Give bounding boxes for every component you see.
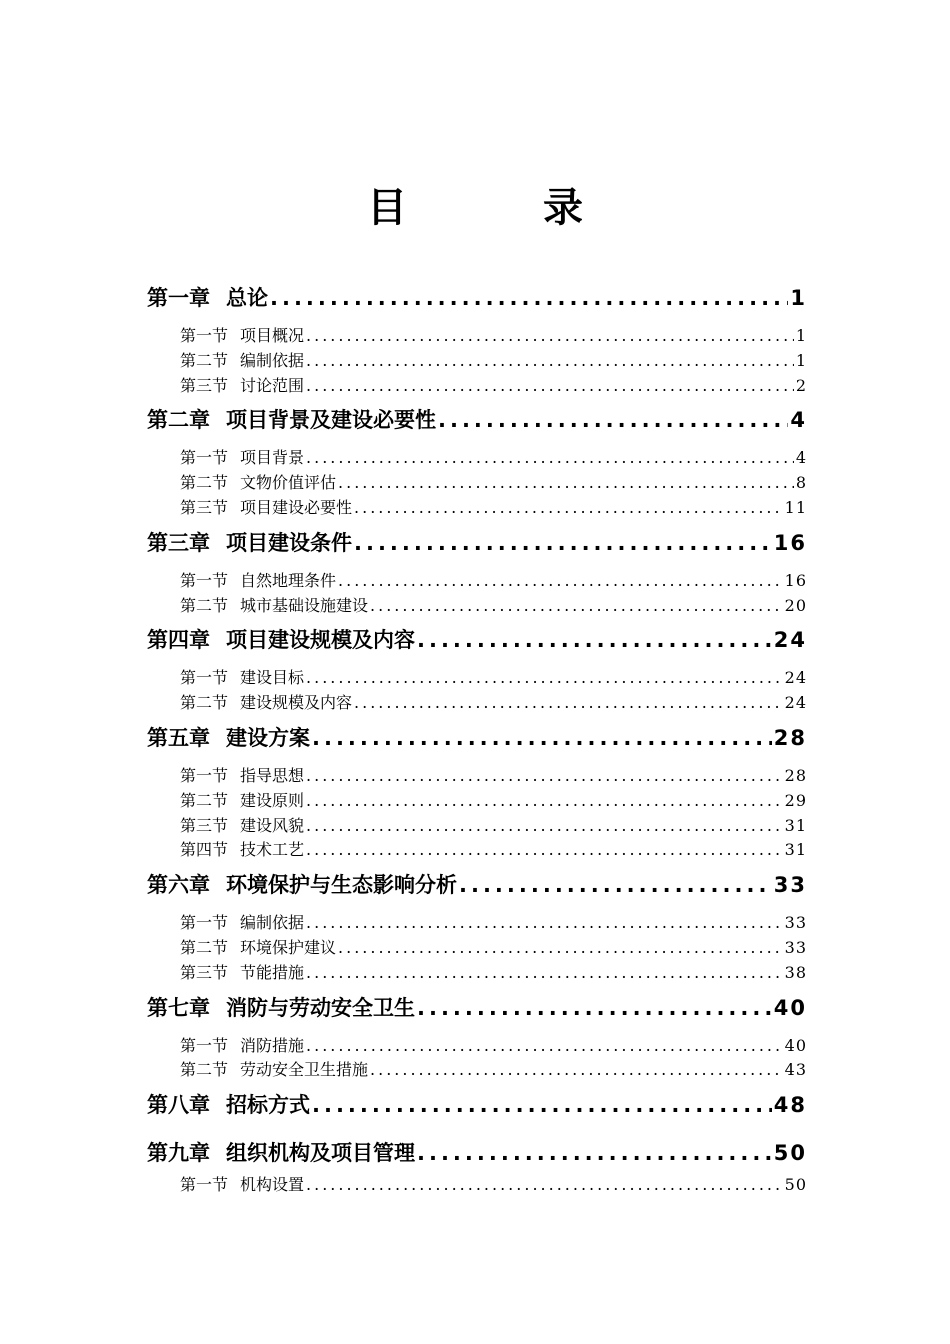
dot-leader — [306, 961, 783, 986]
dot-leader — [306, 789, 783, 814]
chapter-title: 项目背景及建设必要性 — [226, 408, 436, 433]
chapter-page: 4 — [790, 408, 807, 433]
chapter-title: 项目建设规模及内容 — [226, 628, 415, 653]
section-number: 第三节 — [180, 815, 229, 835]
section-page: 11 — [784, 497, 807, 517]
toc-section[interactable] — [147, 961, 807, 986]
chapter-number: 第七章 — [147, 995, 210, 1020]
section-number: 第二节 — [180, 350, 229, 370]
toc-chapter[interactable] — [147, 1133, 807, 1173]
table-of-contents — [147, 278, 807, 1198]
section-page: 24 — [784, 668, 807, 688]
chapter-page: 48 — [773, 1093, 807, 1118]
chapter-title: 招标方式 — [226, 1093, 310, 1118]
chapter-title: 项目建设条件 — [226, 530, 352, 555]
dot-leader — [306, 911, 783, 936]
page-title: 目 录 — [367, 185, 631, 231]
dot-leader — [306, 1034, 783, 1059]
section-number: 第二节 — [180, 693, 229, 713]
section-page: 31 — [784, 815, 807, 835]
section-title: 城市基础设施建设 — [240, 595, 369, 615]
chapter-number: 第三章 — [147, 530, 210, 555]
section-number: 第一节 — [180, 326, 229, 345]
section-title: 项目背景 — [240, 448, 305, 468]
toc-section[interactable] — [147, 446, 807, 471]
section-number: 第二节 — [180, 790, 229, 810]
toc-section[interactable] — [147, 691, 807, 716]
section-page: 50 — [784, 1175, 807, 1195]
dot-leader — [354, 496, 783, 521]
section-number: 第二节 — [180, 595, 229, 615]
toc-section[interactable] — [147, 1058, 807, 1083]
section-title: 机构设置 — [240, 1175, 305, 1195]
section-title: 文物价值评估 — [240, 473, 337, 493]
dot-leader — [338, 936, 783, 961]
toc-section[interactable] — [147, 1173, 807, 1198]
toc-chapter[interactable] — [147, 865, 807, 905]
chapter-title: 消防与劳动安全卫生 — [226, 995, 415, 1020]
chapter-title: 环境保护与生态影响分析 — [226, 873, 457, 898]
chapter-page: 50 — [773, 1141, 807, 1166]
section-title: 编制依据 — [240, 350, 305, 370]
dot-leader — [417, 988, 772, 1028]
dot-leader — [370, 594, 783, 619]
dot-leader — [354, 523, 772, 563]
section-number: 第一节 — [180, 1035, 229, 1055]
toc-chapter[interactable] — [147, 400, 807, 440]
toc-section[interactable] — [147, 349, 807, 374]
dot-leader — [312, 1085, 772, 1125]
section-number: 第三节 — [180, 375, 229, 395]
dot-leader — [370, 1058, 783, 1083]
section-number: 第二节 — [180, 1060, 229, 1080]
chapter-page: 33 — [773, 873, 807, 898]
dot-leader — [338, 569, 783, 594]
toc-section[interactable] — [147, 911, 807, 936]
dot-leader — [306, 324, 794, 349]
chapter-title: 建设方案 — [226, 725, 310, 750]
toc-section[interactable] — [147, 814, 807, 839]
section-title: 建设原则 — [240, 790, 305, 810]
section-title: 技术工艺 — [240, 840, 305, 860]
section-number: 第一节 — [180, 668, 229, 688]
section-page: 33 — [784, 937, 807, 957]
section-title: 编制依据 — [240, 913, 305, 933]
section-page: 24 — [784, 693, 807, 713]
dot-leader — [417, 1133, 772, 1173]
toc-section[interactable] — [147, 496, 807, 521]
chapter-number: 第六章 — [147, 873, 210, 898]
dot-leader — [312, 718, 772, 758]
section-title: 建设规模及内容 — [240, 693, 353, 713]
chapter-page: 40 — [773, 995, 807, 1020]
chapter-page: 28 — [773, 725, 807, 750]
chapter-page: 16 — [773, 530, 807, 555]
section-title: 劳动安全卫生措施 — [240, 1060, 369, 1080]
section-number: 第一节 — [180, 570, 229, 590]
section-page: 31 — [784, 840, 807, 860]
chapter-page: 1 — [790, 286, 807, 310]
chapter-title: 组织机构及项目管理 — [226, 1141, 415, 1166]
section-page: 4 — [795, 448, 807, 468]
section-page: 40 — [784, 1035, 807, 1055]
dot-leader — [306, 814, 783, 839]
section-title: 讨论范围 — [240, 375, 305, 395]
section-page: 38 — [784, 962, 807, 982]
section-title: 建设目标 — [240, 668, 305, 688]
section-page: 8 — [795, 473, 807, 493]
section-title: 消防措施 — [240, 1035, 305, 1055]
chapter-number: 第五章 — [147, 725, 210, 750]
chapter-number: 第九章 — [147, 1141, 210, 1166]
section-number: 第一节 — [180, 1175, 229, 1195]
toc-section[interactable] — [147, 789, 807, 814]
toc-section[interactable] — [147, 936, 807, 961]
section-page: 1 — [795, 326, 807, 345]
toc-section[interactable] — [147, 764, 807, 789]
section-page: 33 — [784, 913, 807, 933]
section-title: 节能措施 — [240, 962, 305, 982]
toc-chapter[interactable] — [147, 988, 807, 1028]
dot-leader — [338, 471, 794, 496]
toc-section[interactable] — [147, 471, 807, 496]
toc-section[interactable] — [147, 666, 807, 691]
section-title: 指导思想 — [240, 765, 305, 785]
dot-leader — [270, 278, 788, 318]
dot-leader — [438, 400, 788, 440]
chapter-page: 24 — [773, 628, 807, 653]
dot-leader — [354, 691, 783, 716]
section-number: 第三节 — [180, 497, 229, 517]
dot-leader — [306, 764, 783, 789]
section-number: 第一节 — [180, 448, 229, 468]
section-number: 第一节 — [180, 913, 229, 933]
toc-chapter[interactable] — [147, 718, 807, 758]
dot-leader — [306, 374, 794, 399]
section-number: 第三节 — [180, 962, 229, 982]
section-page: 43 — [784, 1060, 807, 1080]
toc-section[interactable] — [147, 594, 807, 619]
section-number: 第二节 — [180, 937, 229, 957]
section-number: 第一节 — [180, 765, 229, 785]
dot-leader — [306, 666, 783, 691]
toc-chapter[interactable] — [147, 278, 807, 318]
chapter-number: 第一章 — [147, 286, 210, 310]
dot-leader — [306, 446, 794, 471]
section-title: 项目概况 — [240, 326, 305, 345]
dot-leader — [417, 620, 772, 660]
toc-section[interactable] — [147, 569, 807, 594]
dot-leader — [306, 838, 783, 863]
section-page: 28 — [784, 765, 807, 785]
toc-section[interactable] — [147, 1034, 807, 1059]
dot-leader — [306, 349, 794, 374]
chapter-number: 第四章 — [147, 628, 210, 653]
chapter-number: 第二章 — [147, 408, 210, 433]
chapter-title: 总论 — [226, 286, 268, 310]
section-page: 16 — [784, 570, 807, 590]
section-page: 2 — [795, 375, 807, 395]
toc-section[interactable] — [147, 838, 807, 863]
section-title: 环境保护建议 — [240, 937, 337, 957]
section-page: 29 — [784, 790, 807, 810]
toc-section[interactable] — [147, 374, 807, 399]
section-title: 建设风貌 — [240, 815, 305, 835]
section-page: 1 — [795, 350, 807, 370]
dot-leader — [459, 865, 772, 905]
toc-chapter[interactable] — [147, 1085, 807, 1125]
toc-section[interactable] — [147, 324, 807, 349]
section-number: 第二节 — [180, 473, 229, 493]
chapter-number: 第八章 — [147, 1093, 210, 1118]
section-title: 自然地理条件 — [240, 570, 337, 590]
section-title: 项目建设必要性 — [240, 497, 353, 517]
dot-leader — [306, 1173, 783, 1198]
section-number: 第四节 — [180, 840, 229, 860]
toc-chapter[interactable] — [147, 523, 807, 563]
section-page: 20 — [784, 595, 807, 615]
toc-chapter[interactable] — [147, 620, 807, 660]
